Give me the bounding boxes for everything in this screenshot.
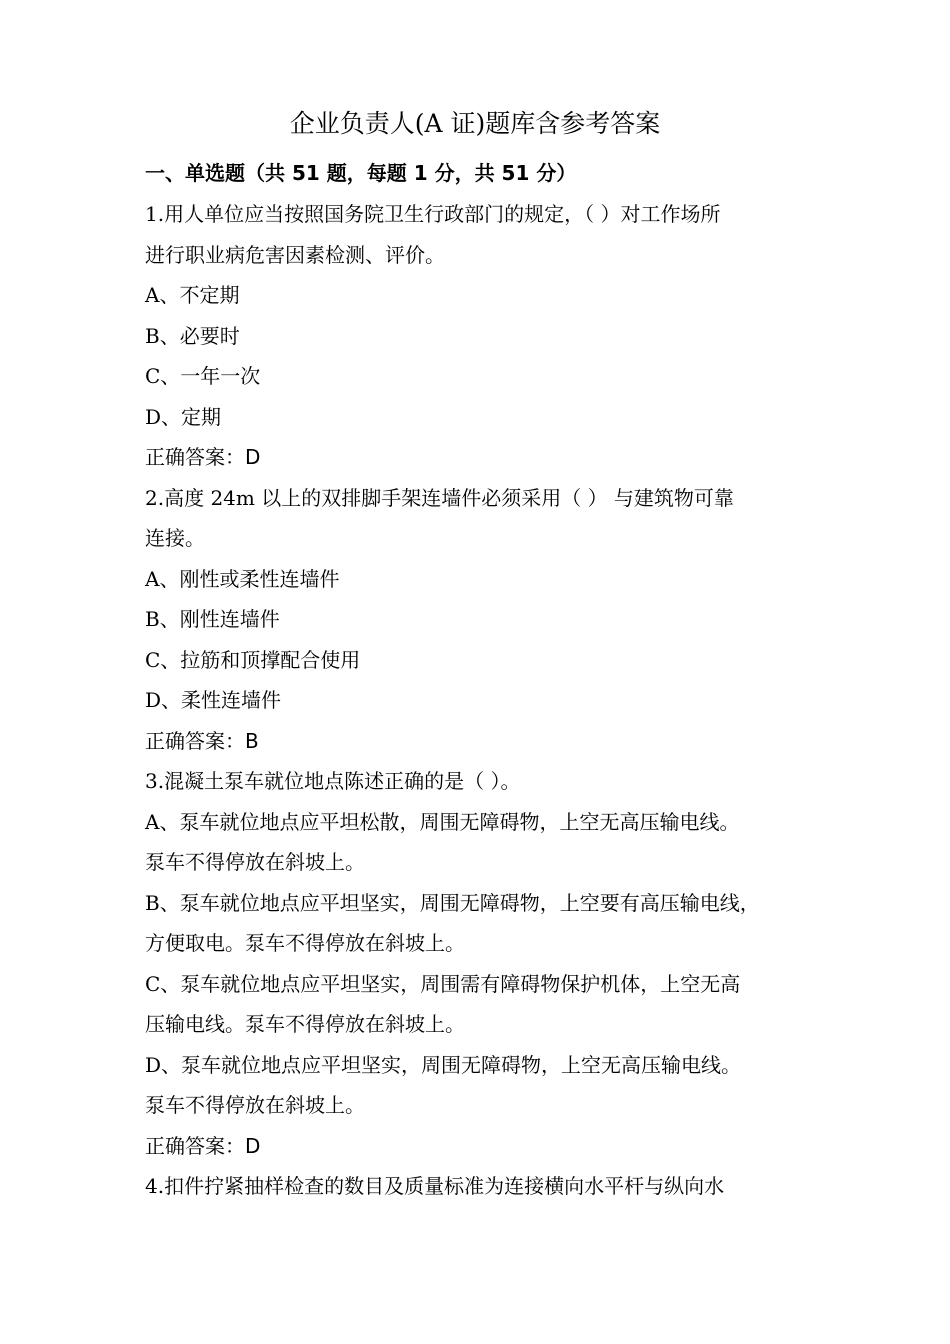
option-line: C、拉筋和顶撑配合使用 — [145, 647, 361, 672]
option-line: B、必要时 — [145, 323, 240, 348]
answer-value: D — [245, 445, 261, 469]
document-title: 企业负责人(A 证)题库含参考答案 — [289, 109, 661, 138]
question-stem-line: 3.混凝土泵车就位地点陈述正确的是（ ）。 — [145, 769, 521, 793]
option-line: D、定期 — [145, 404, 222, 429]
answer-prefix: 正确答案： — [145, 445, 245, 469]
option-line: A、刚性或柔性连墙件 — [145, 566, 340, 591]
option-line: 泵车不得停放在斜坡上。 — [145, 850, 365, 874]
correct-answer — [145, 1126, 815, 1167]
answer-prefix: 正确答案： — [145, 1133, 245, 1158]
question-list — [145, 194, 815, 1207]
section-heading: 一、单选题（共 51 题，每题 1 分，共 51 分） — [145, 161, 577, 185]
option-line: A、泵车就位地点应平坦松散，周围无障碍物，上空无高压输电线。 — [145, 809, 740, 834]
question-item — [145, 761, 815, 1166]
answer-value: B — [245, 728, 259, 753]
option-line: A、不定期 — [145, 283, 240, 307]
option-line: D、柔性连墙件 — [145, 688, 282, 712]
question-stem-line: 4.扣件拧紧抽样检查的数目及质量标准为连接横向水平杆与纵向水 — [145, 1174, 725, 1198]
question-item — [145, 194, 815, 478]
question-stem-line: 进行职业病危害因素检测、评价。 — [145, 242, 445, 267]
question-stem-line: 连接。 — [145, 526, 205, 550]
option-line: C、一年一次 — [145, 364, 261, 388]
question-item — [145, 1166, 815, 1207]
option-line: 泵车不得停放在斜坡上。 — [145, 1093, 365, 1117]
question-stem-line: 1.用人单位应当按照国务院卫生行政部门的规定，（ ）对工作场所 — [145, 202, 721, 226]
option-line: D、泵车就位地点应平坦坚实，周围无障碍物，上空无高压输电线。 — [145, 1052, 742, 1077]
question-item — [145, 478, 815, 762]
option-line: B、刚性连墙件 — [145, 607, 280, 631]
answer-prefix: 正确答案： — [145, 728, 245, 753]
answer-value: D — [245, 1133, 261, 1158]
question-stem-line: 2.高度 24m 以上的双排脚手架连墙件必须采用（ ） 与建筑物可靠 — [145, 485, 734, 510]
option-line: C、泵车就位地点应平坦坚实，周围需有障碍物保护机体，上空无高 — [145, 971, 741, 996]
correct-answer — [145, 437, 815, 478]
option-line: 方便取电。泵车不得停放在斜坡上。 — [145, 931, 465, 955]
correct-answer — [145, 721, 815, 762]
option-line: 压输电线。泵车不得停放在斜坡上。 — [145, 1012, 465, 1036]
option-line: B、泵车就位地点应平坦坚实，周围无障碍物，上空要有高压输电线， — [145, 890, 760, 915]
